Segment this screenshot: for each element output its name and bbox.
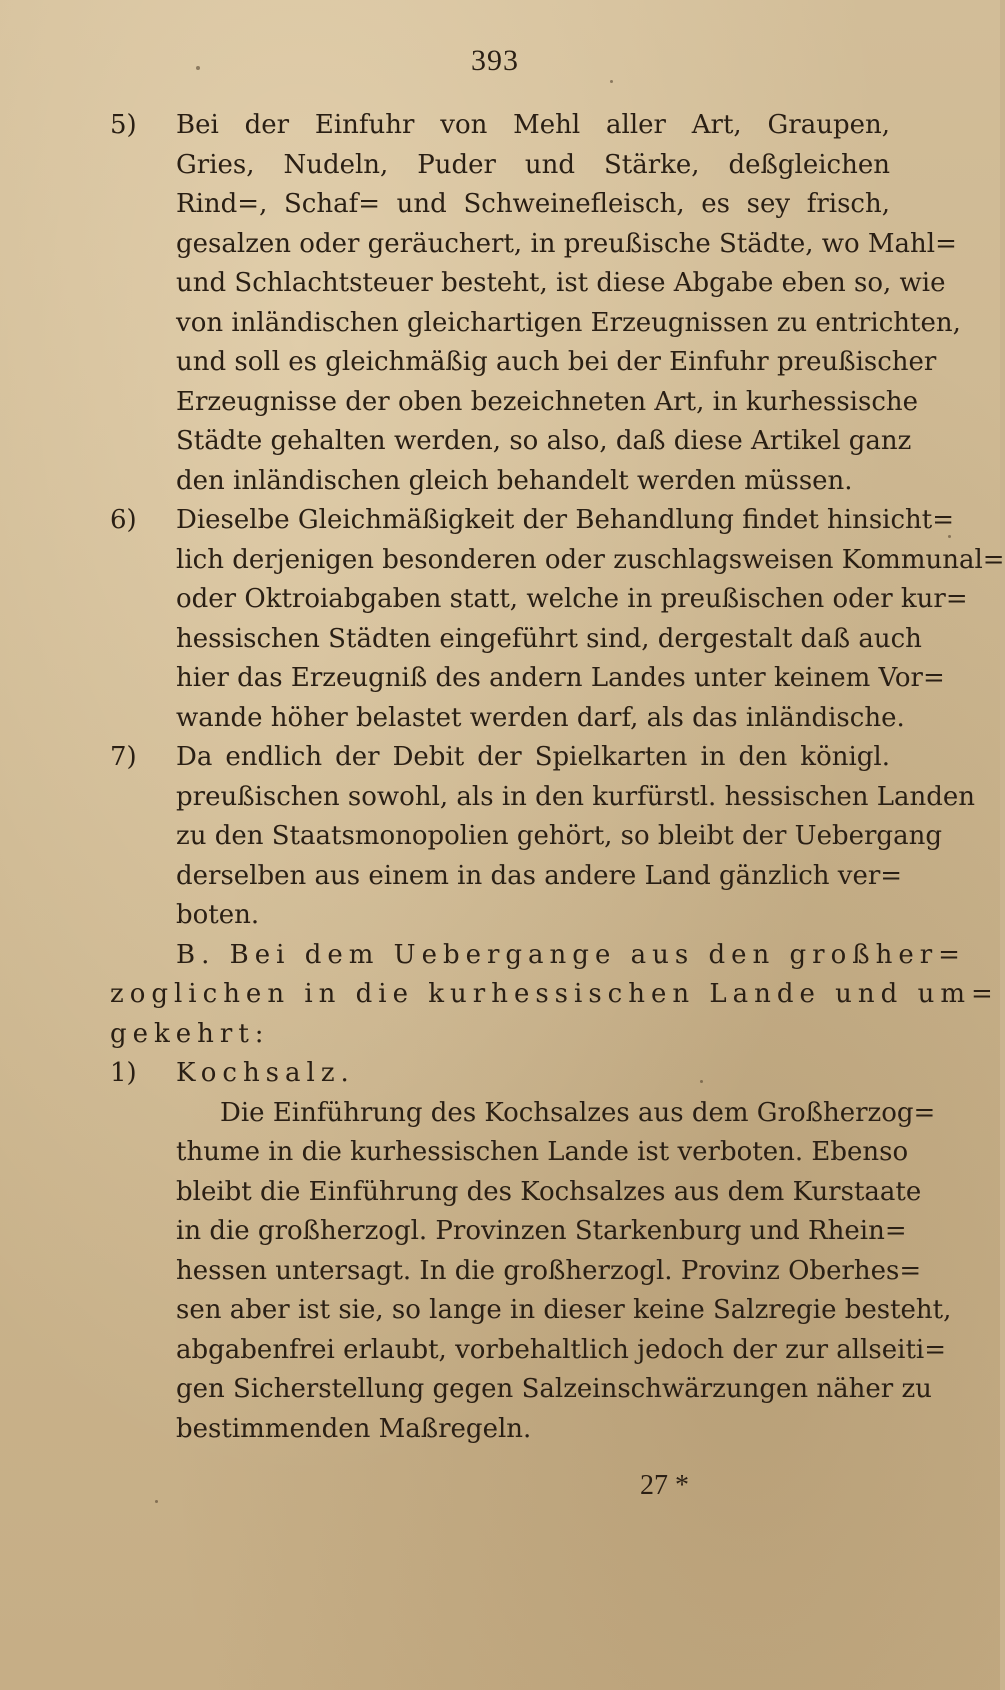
text-line: gen Sicherstellung gegen Salzeinschwärzungen näher zu	[176, 1374, 932, 1404]
text-line: und soll es gleichmäßig auch bei der Einfuhr preußischer	[176, 347, 937, 377]
text-line: Die Einführung des Kochsalzes aus dem Großherzog=	[220, 1097, 936, 1128]
text-line: zu den Staatsmonopolien gehört, so bleibt der Uebergang	[176, 821, 942, 851]
text-line: hessen untersagt. In die großherzogl. Provinz Oberhes=	[176, 1255, 922, 1286]
text-line: bleibt die Einführung des Kochsalzes aus dem Kurstaate	[176, 1176, 922, 1207]
text-line: hier das Erzeugniß des andern Landes unter keinem Vor=	[176, 663, 945, 693]
paper-speck	[196, 66, 200, 70]
paper-speck	[155, 1500, 158, 1503]
section-heading-line: B. Bei dem Uebergange aus den großher=	[176, 939, 966, 970]
text-line: Rind=, Schaf= und Schweinefleisch, es sey frisch,	[176, 189, 890, 219]
subheading-line: 1) Kochsalz.	[110, 1054, 890, 1094]
page-body	[110, 106, 1005, 1449]
text-line: in die großherzogl. Provinzen Starkenburg und Rhein=	[176, 1216, 907, 1246]
text-line: thume in die kurhessischen Lande ist verboten. Ebenso	[176, 1137, 909, 1167]
text-line: abgabenfrei erlaubt, vorbehaltlich jedoch der zur allseiti=	[176, 1334, 946, 1365]
paper-speck	[700, 1080, 703, 1083]
item-number: 5)	[110, 110, 137, 140]
text-line: und Schlachtsteuer besteht, ist diese Abgabe eben so, wie	[176, 268, 946, 298]
paper-speck	[610, 80, 613, 83]
text-line: Gries, Nudeln, Puder und Stärke, deßgleichen	[176, 149, 890, 180]
text-line: derselben aus einem in das andere Land gänzlich ver=	[176, 860, 903, 891]
text-line: 5) Bei der Einfuhr von Mehl aller Art, Graupen,	[110, 106, 890, 146]
section-heading-line: gekehrt:	[110, 1018, 270, 1049]
section-heading-line: zoglichen in die kurhessischen Lande und um=	[110, 979, 999, 1009]
text-line: den inländischen gleich behandelt werden müssen.	[176, 465, 853, 496]
text-line: preußischen sowohl, als in den kurfürstl. hessischen Landen	[176, 781, 976, 812]
page-number: 393	[471, 44, 519, 77]
paper-speck	[948, 535, 951, 538]
text-line: von inländischen gleichartigen Erzeugnissen zu entrichten,	[176, 307, 961, 338]
item-number: 7)	[110, 742, 137, 772]
item-number: 6)	[110, 505, 137, 535]
text-line: Städte gehalten werden, so also, daß diese Artikel ganz	[176, 426, 912, 456]
text-line: wande höher belastet werden darf, als das inländische.	[176, 702, 905, 733]
item-number: 1)	[110, 1058, 137, 1088]
text-line: lich derjenigen besonderen oder zuschlagsweisen Kommunal=	[176, 544, 1005, 575]
text-line: oder Oktroiabgaben statt, welche in preußischen oder kur=	[176, 584, 968, 614]
text-line: boten.	[176, 900, 260, 930]
text-line: 6) Dieselbe Gleichmäßigkeit der Behandlung findet hinsicht=	[110, 501, 890, 541]
text-line: hessischen Städten eingeführt sind, dergestalt daß auch	[176, 623, 922, 654]
text-line: Erzeugnisse der oben bezeichneten Art, in kurhessische	[176, 386, 919, 417]
text-line: bestimmenden Maßregeln.	[176, 1413, 532, 1444]
signature-mark: 27 *	[640, 1470, 689, 1501]
text-line: gesalzen oder geräuchert, in preußische Städte, wo Mahl=	[176, 228, 957, 259]
text-line: sen aber ist sie, so lange in dieser keine Salzregie besteht,	[176, 1295, 952, 1325]
text-line: 7) Da endlich der Debit der Spielkarten in den königl.	[110, 738, 890, 778]
